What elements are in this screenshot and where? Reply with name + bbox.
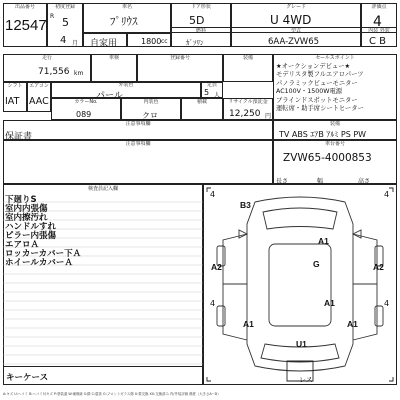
shift-value: IAT (5, 96, 20, 107)
damage-g: G (313, 259, 320, 269)
model-value: 6AA-ZVW65 (268, 37, 320, 47)
score-label: 評価点 (371, 4, 387, 10)
color-no-label: カラーNo. (74, 99, 98, 105)
mileage-label: 走行 (41, 55, 52, 61)
sales-point: モデリスタ製フルエアロパーツ (276, 71, 364, 79)
sales-point: パノラミックビューモニター (276, 79, 358, 87)
inspector-bottom-note: キーケース (6, 373, 49, 383)
weight-label: 積載 (196, 99, 207, 105)
ie-label: 内装 外装 (368, 28, 390, 34)
damage-a2-left: A2 (211, 262, 222, 272)
damage-b3: B3 (240, 200, 251, 210)
wheel-mark-bl: 4 (210, 299, 216, 308)
recycle-value: 12,250 (229, 109, 261, 119)
damage-a1-top: A1 (318, 236, 329, 246)
frame-label: 車台番号 (324, 141, 345, 147)
inspector-note: エアロＡ (5, 240, 40, 250)
ac-value: AAC (29, 96, 49, 107)
seats-unit: 人 (214, 92, 221, 99)
damage-a1-br: A1 (347, 319, 358, 329)
reg-label: 登録番号 (169, 55, 190, 61)
era: R (50, 13, 55, 20)
inspector-note: 室内擦汚れ (5, 213, 48, 223)
recycle-label: リサイクル預託金 (228, 99, 268, 105)
seats-label: 定員 (206, 82, 217, 88)
inspector-note: ホイールカバーＡ (5, 258, 73, 268)
docs-label: 注意事項欄 (125, 121, 151, 127)
shift-label: シフト (7, 83, 23, 89)
width-label: 幅 (317, 178, 324, 185)
equip-label: 装備 (329, 121, 340, 127)
damage-a2-right: A2 (373, 262, 384, 272)
car-label: 車名 (121, 4, 132, 10)
usage-value: 自家用 (90, 39, 118, 49)
interior-color-label: 内装色 (143, 99, 159, 105)
car-name: ﾌﾟﾘｳｽ (110, 15, 138, 28)
recycle-unit: 円 (265, 113, 272, 120)
grade-value: U 4WD (270, 13, 312, 27)
length-label: 長さ (276, 178, 289, 185)
mileage-unit: km (74, 70, 84, 77)
cc-value: 1800 (141, 37, 162, 46)
height-label: 高さ (358, 178, 371, 185)
inspector-note: ロッカーカバー下Ａ (5, 249, 82, 259)
equip-value: TV ABS ｴｱB ｱﾙﾐ PS PW (279, 130, 367, 139)
fuel-label: 燃料 (195, 28, 206, 34)
door-label: ドア形状 (191, 4, 211, 10)
sales-point: AC100V・1500W電源 (276, 88, 343, 96)
docs-value: 保証書 (5, 132, 33, 142)
tire-label: 装備 (242, 55, 253, 61)
sales-point: ★オークションデビュー★ (276, 63, 351, 70)
inspector-note: ハンドルすれ (5, 222, 57, 232)
exterior-color-label: 外装色 (118, 82, 134, 88)
ie-value: C B (369, 36, 387, 47)
wheel-mark-tr: 4 (384, 190, 390, 199)
notes-label: 注意事項欄 (125, 141, 151, 147)
model-label: 型式 (290, 28, 301, 34)
grade-label: グレード (285, 4, 306, 10)
score-value: 4 (373, 14, 382, 30)
inspector-note: 下廻りS (5, 195, 37, 205)
year-label: 初度登録 (54, 4, 75, 10)
ac-label: エアコン (29, 83, 49, 89)
legend-footer: A:キズ U:ヘコミ B:ヘコミ付キズ P:塗装違 W:補修跡 S:錆 C:腐食 G:フロントガラス傷 X:要交換 XX:交換済み 内/外装評価 傷度（大きさA~D） (3, 392, 221, 396)
sales-point: 運転席・助手席シートヒーター (276, 105, 364, 113)
wheel-mark-br: 4 (384, 299, 390, 308)
interior-color-value: クロ (142, 111, 158, 120)
mileage-value: 71,556 (38, 67, 70, 77)
lot-label: 出品番号 (14, 4, 35, 10)
inspection-label: 車検 (108, 55, 119, 61)
month-value: 4 (60, 35, 67, 46)
damage-u1: U1 (296, 339, 307, 349)
fuel-value: ｶﾞｿﾘﾝ (186, 39, 204, 47)
sales-label: セールスポイント (315, 55, 355, 61)
car-diagram (203, 184, 397, 385)
sales-points (276, 63, 364, 113)
color-no-value: 089 (76, 110, 92, 119)
inspector-note: ピラー内張傷 (5, 231, 57, 241)
cc-unit: cc (161, 38, 168, 45)
inspector-notes (5, 196, 81, 268)
damage-a1-bl: A1 (243, 319, 254, 329)
shift-note: レス (299, 376, 313, 384)
frame-value: ZVW65-4000853 (283, 152, 372, 164)
month-unit: 月 (72, 40, 79, 47)
wheel-mark-tl: 4 (210, 190, 216, 199)
color-value: パール (96, 91, 123, 101)
sales-point: ブラインドスポットモニター (276, 96, 358, 104)
inspector-note: 室内内張傷 (5, 204, 48, 214)
damage-a1-mid: A1 (324, 298, 335, 308)
door-value: 5D (189, 14, 205, 27)
lot-number: 12547 (5, 17, 47, 34)
inspector-title: 検査員記入欄 (87, 186, 118, 192)
year-value: 5 (62, 16, 69, 29)
seats-value: 5 (204, 88, 210, 97)
